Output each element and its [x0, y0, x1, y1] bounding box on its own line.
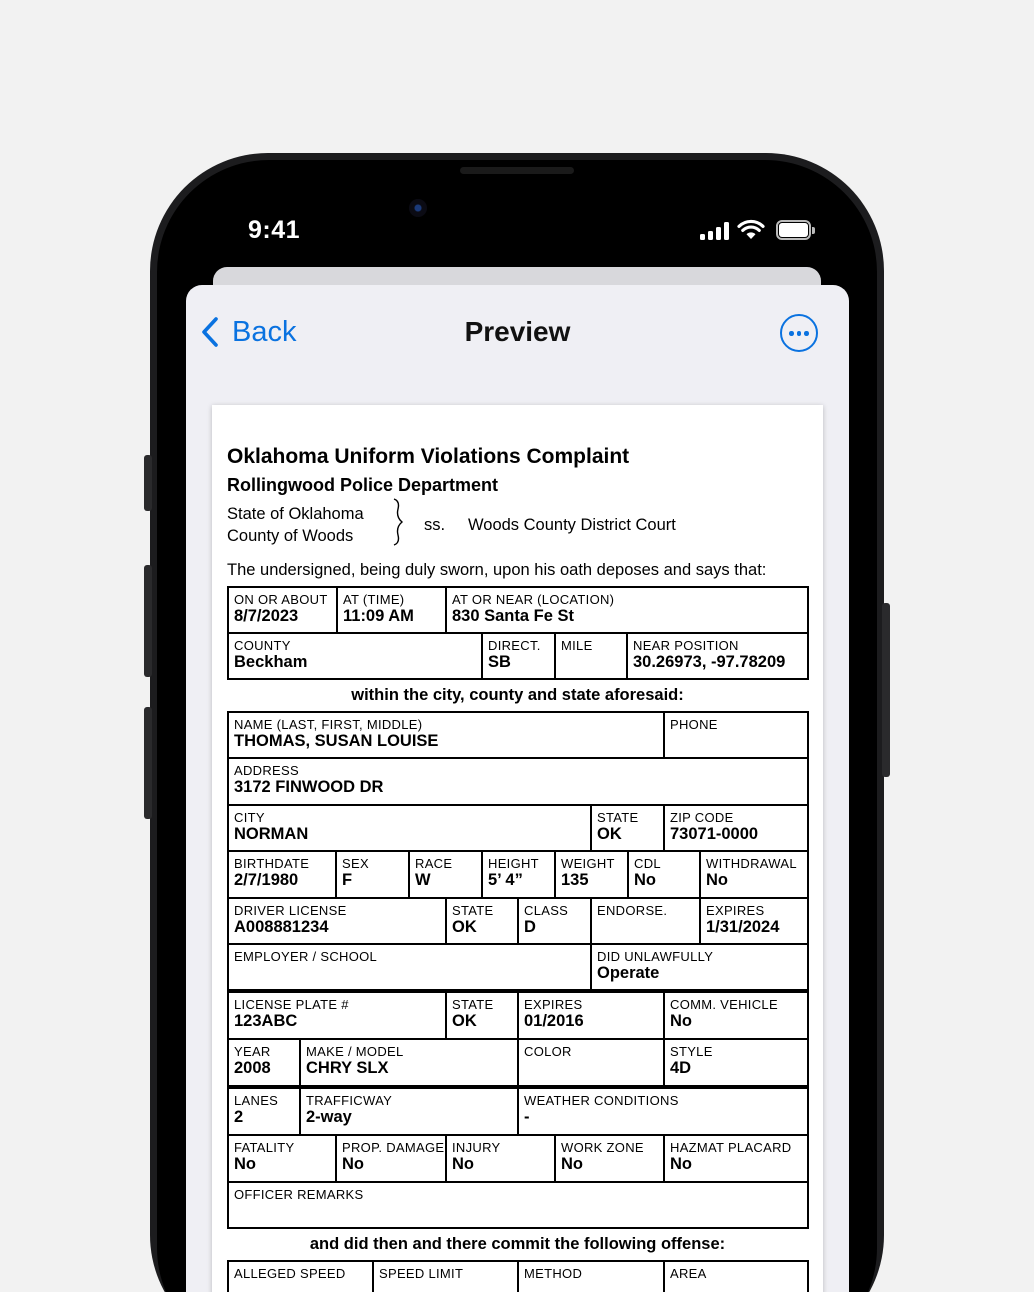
wifi-icon	[737, 219, 765, 240]
field-label: STATE	[452, 997, 494, 1012]
field-value: Beckham	[234, 653, 308, 671]
complaint-document	[212, 405, 823, 1292]
field-value: 2/7/1980	[234, 871, 299, 889]
brace-mark	[390, 497, 404, 547]
field-mile	[556, 634, 628, 680]
field-license-class	[519, 899, 592, 945]
field-value: OK	[597, 825, 622, 843]
field-value: 3172 FINWOOD DR	[234, 778, 384, 796]
more-options-button[interactable]	[780, 314, 818, 352]
field-birthdate	[229, 852, 337, 899]
field-label: NEAR POSITION	[633, 638, 739, 653]
department-name: Rollingwood Police Department	[227, 475, 499, 495]
violator-details-table	[227, 711, 809, 1229]
field-fatality	[229, 1136, 337, 1183]
field-label: ON OR ABOUT	[234, 592, 328, 607]
field-value: 30.26973, -97.78209	[633, 653, 786, 671]
field-label: DIRECT.	[488, 638, 541, 653]
field-label: OFFICER REMARKS	[234, 1187, 364, 1202]
field-label: WITHDRAWAL	[706, 856, 797, 871]
field-label: STATE	[452, 903, 494, 918]
field-value: 5’ 4”	[488, 871, 523, 889]
field-value: No	[234, 1155, 256, 1173]
field-speed-limit	[374, 1262, 519, 1292]
incident-location-table	[227, 586, 809, 680]
field-label: COUNTY	[234, 638, 291, 653]
field-label: ADDRESS	[234, 763, 299, 778]
field-height	[483, 852, 556, 899]
field-plate-expires	[519, 993, 665, 1040]
field-phone	[665, 713, 809, 759]
field-label: WEIGHT	[561, 856, 615, 871]
field-sex	[337, 852, 410, 899]
field-value: No	[342, 1155, 364, 1173]
field-label: CLASS	[524, 903, 569, 918]
field-county	[229, 634, 483, 680]
ss-mark: ss.	[424, 516, 446, 534]
back-label: Back	[232, 315, 297, 348]
field-value: 11:09 AM	[343, 607, 414, 625]
field-area	[665, 1262, 809, 1292]
state-line: State of Oklahoma	[227, 505, 364, 523]
field-label: ENDORSE.	[597, 903, 668, 918]
field-value: No	[561, 1155, 583, 1173]
field-value: W	[415, 871, 431, 889]
field-value: No	[670, 1012, 692, 1030]
volume-down-button	[144, 707, 152, 819]
offense-note: and did then and there commit the following offense:	[309, 1235, 726, 1253]
field-time	[338, 588, 447, 634]
field-injury	[447, 1136, 556, 1183]
field-endorsement	[592, 899, 701, 945]
front-camera	[409, 199, 427, 217]
field-license-plate	[229, 993, 447, 1040]
field-weather-conditions	[519, 1089, 809, 1136]
field-label: MILE	[561, 638, 593, 653]
cellular-signal-icon	[700, 222, 730, 240]
field-zip-code	[665, 806, 809, 852]
field-label: AT OR NEAR (LOCATION)	[452, 592, 615, 607]
field-value: 2008	[234, 1059, 271, 1077]
field-value: 830 Santa Fe St	[452, 607, 574, 625]
field-work-zone	[556, 1136, 665, 1183]
preview-sheet	[186, 285, 849, 1292]
field-value: No	[452, 1155, 474, 1173]
field-value: 123ABC	[234, 1012, 298, 1030]
field-label: METHOD	[524, 1266, 583, 1281]
battery-icon	[776, 220, 814, 240]
field-value: OK	[452, 918, 477, 936]
field-value: 8/7/2023	[234, 607, 299, 625]
oath-statement: The undersigned, being duly sworn, upon his oath deposes and says that:	[227, 561, 767, 579]
field-label: ZIP CODE	[670, 810, 734, 825]
field-label: BIRTHDATE	[234, 856, 310, 871]
field-plate-state	[447, 993, 519, 1040]
page-title: Preview	[464, 316, 571, 347]
field-license-expires	[701, 899, 809, 945]
field-value: F	[342, 871, 353, 889]
field-label: INJURY	[452, 1140, 501, 1155]
field-value: Operate	[597, 964, 660, 982]
field-label: EXPIRES	[706, 903, 765, 918]
field-label: MAKE / MODEL	[306, 1044, 404, 1059]
field-label: STYLE	[670, 1044, 713, 1059]
field-name	[229, 713, 665, 759]
field-label: HEIGHT	[488, 856, 539, 871]
field-property-damage	[337, 1136, 447, 1183]
field-label: SPEED LIMIT	[379, 1266, 464, 1281]
field-value: A008881234	[234, 918, 329, 936]
field-label: AREA	[670, 1266, 707, 1281]
aforesaid-note: within the city, county and state aforesaid:	[351, 686, 684, 704]
mute-switch	[144, 455, 152, 511]
field-did-unlawfully	[592, 945, 809, 993]
field-label: CITY	[234, 810, 265, 825]
field-city	[229, 806, 592, 852]
field-value: 4D	[670, 1059, 692, 1077]
volume-up-button	[144, 565, 152, 677]
field-alleged-speed	[229, 1262, 374, 1292]
county-line: County of Woods	[227, 527, 354, 545]
field-label: HAZMAT PLACARD	[670, 1140, 792, 1155]
field-label: YEAR	[234, 1044, 271, 1059]
field-label: EMPLOYER / SCHOOL	[234, 949, 378, 964]
field-label: FATALITY	[234, 1140, 295, 1155]
field-label: DID UNLAWFULLY	[597, 949, 714, 964]
field-value: D	[524, 918, 536, 936]
field-value: NORMAN	[234, 825, 309, 843]
field-race	[410, 852, 483, 899]
document-title: Oklahoma Uniform Violations Complaint	[227, 445, 630, 468]
field-value: 73071-0000	[670, 825, 759, 843]
field-value: 01/2016	[524, 1012, 584, 1030]
field-label: TRAFFICWAY	[306, 1093, 393, 1108]
field-location	[447, 588, 809, 634]
field-employer	[229, 945, 592, 993]
field-value: SB	[488, 653, 511, 671]
field-label: WORK ZONE	[561, 1140, 644, 1155]
field-value: THOMAS, SUSAN LOUISE	[234, 732, 439, 750]
field-label: NAME (LAST, FIRST, MIDDLE)	[234, 717, 423, 732]
more-icon	[789, 331, 794, 336]
field-value: 2	[234, 1108, 244, 1126]
field-near-position	[628, 634, 809, 680]
field-label: COMM. VEHICLE	[670, 997, 778, 1012]
field-value: OK	[452, 1012, 477, 1030]
field-officer-remarks	[229, 1183, 809, 1229]
field-label: WEATHER CONDITIONS	[524, 1093, 679, 1108]
field-vehicle-year	[229, 1040, 301, 1089]
field-withdrawal	[701, 852, 809, 899]
field-label: DRIVER LICENSE	[234, 903, 347, 918]
field-label: AT (TIME)	[343, 592, 405, 607]
field-label: RACE	[415, 856, 453, 871]
field-label: PHONE	[670, 717, 718, 732]
field-cdl	[629, 852, 701, 899]
field-label: PROP. DAMAGE	[342, 1140, 445, 1155]
field-direction	[483, 634, 556, 680]
field-label: CDL	[634, 856, 661, 871]
field-label: EXPIRES	[524, 997, 583, 1012]
field-value: No	[634, 871, 656, 889]
field-make-model	[301, 1040, 519, 1089]
field-comm-vehicle	[665, 993, 809, 1040]
field-lanes	[229, 1089, 301, 1136]
field-value: 2-way	[306, 1108, 352, 1126]
field-weight	[556, 852, 629, 899]
field-trafficway	[301, 1089, 519, 1136]
field-value: No	[706, 871, 728, 889]
field-driver-license	[229, 899, 447, 945]
field-label: LANES	[234, 1093, 279, 1108]
field-value: -	[524, 1108, 530, 1126]
field-label: COLOR	[524, 1044, 572, 1059]
field-method	[519, 1262, 665, 1292]
field-on-or-about	[229, 588, 338, 634]
offense-table	[227, 1260, 809, 1292]
field-value: 135	[561, 871, 589, 889]
field-label: STATE	[597, 810, 639, 825]
field-state	[592, 806, 665, 852]
field-license-state	[447, 899, 519, 945]
field-value: 1/31/2024	[706, 918, 780, 936]
field-hazmat-placard	[665, 1136, 809, 1183]
status-time: 9:41	[248, 216, 301, 244]
field-label: SEX	[342, 856, 369, 871]
field-value: CHRY SLX	[306, 1059, 389, 1077]
field-value: No	[670, 1155, 692, 1173]
field-label: LICENSE PLATE #	[234, 997, 349, 1012]
field-address	[229, 759, 809, 806]
field-label: ALLEGED SPEED	[234, 1266, 346, 1281]
field-vehicle-color	[519, 1040, 665, 1089]
speaker-grille	[460, 167, 574, 174]
field-vehicle-style	[665, 1040, 809, 1089]
power-button	[882, 603, 890, 777]
court-name: Woods County District Court	[468, 516, 676, 534]
